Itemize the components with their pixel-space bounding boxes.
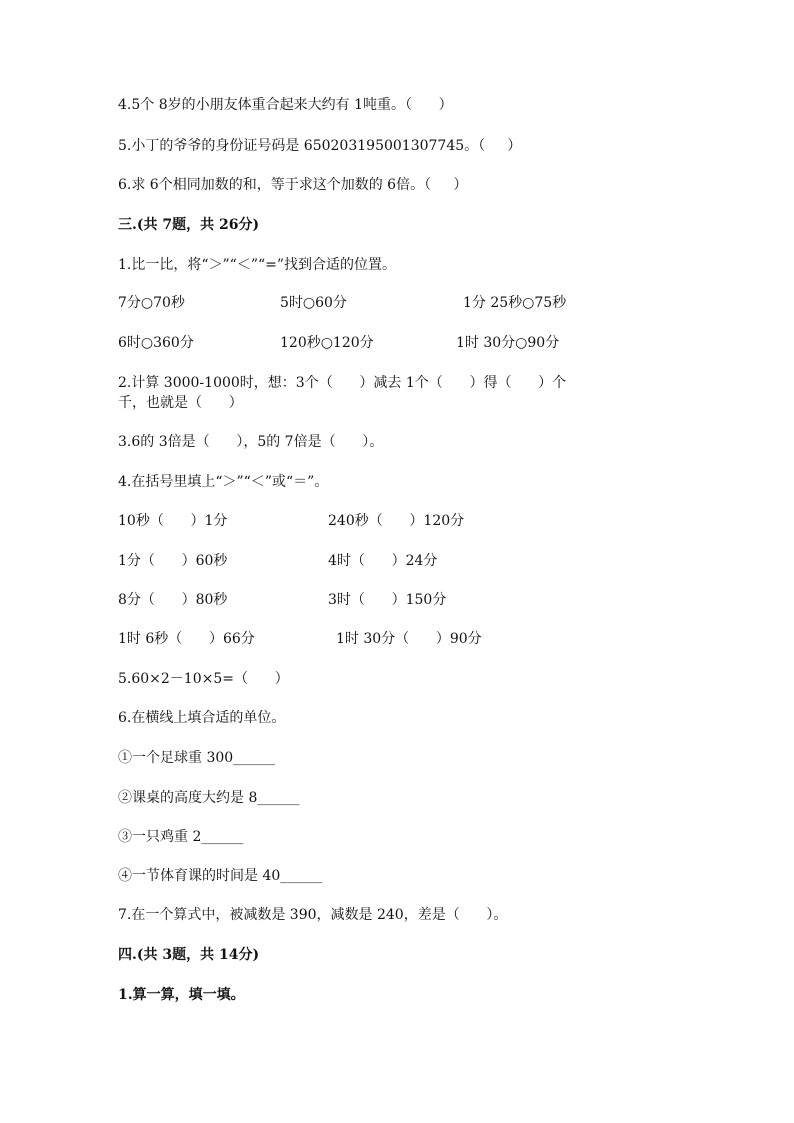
s4-question-1: 1.算一算，填一填。 — [118, 987, 245, 1003]
compare-cell: 5时○60分 — [280, 295, 347, 311]
question-4: 4.5个 8岁的小朋友体重合起来大约有 1吨重。（ ） — [118, 97, 453, 113]
s3-question-7: 7.在一个算式中，被减数是 390，减数是 240，差是（ ）。 — [118, 907, 508, 923]
fill-cell: 1分（ ）60秒 — [118, 553, 228, 569]
fill-cell: 240秒（ ）120分 — [328, 513, 465, 529]
compare-cell: 6时○360分 — [118, 335, 194, 351]
compare-cell: 120秒○120分 — [280, 335, 374, 351]
s3-question-1: 1.比一比，将“＞”“＜”“=”找到合适的位置。 — [118, 257, 397, 273]
s3-question-6-item-4: ④一节体育课的时间是 40______ — [118, 868, 323, 884]
compare-cell: 1时 30分○90分 — [456, 335, 560, 351]
s3-question-2-line1: 2.计算 3000-1000时，想：3个（ ）减去 1个（ ）得（ ）个 — [118, 375, 567, 391]
s3-question-3: 3.6的 3倍是（ ），5的 7倍是（ ）。 — [118, 434, 384, 450]
s3-question-5: 5.60×2－10×5=（ ） — [118, 671, 289, 687]
section-4-heading: 四.(共 3题，共 14分) — [118, 947, 260, 963]
compare-cell: 1分 25秒○75秒 — [463, 295, 567, 311]
fill-cell: 8分（ ）80秒 — [118, 592, 228, 608]
question-6: 6.求 6个相同加数的和，等于求这个加数的 6倍。（ ） — [118, 177, 468, 193]
s3-question-6-item-1: ①一个足球重 300______ — [118, 750, 276, 766]
s3-question-6: 6.在横线上填合适的单位。 — [118, 710, 286, 726]
s3-question-6-item-3: ③一只鸡重 2______ — [118, 829, 244, 845]
s3-question-4: 4.在括号里填上“＞”“＜”或“＝”。 — [118, 474, 329, 490]
fill-cell: 1时 30分（ ）90分 — [336, 631, 482, 647]
fill-cell: 1时 6秒（ ）66分 — [118, 631, 255, 647]
section-3-heading: 三.(共 7题，共 26分) — [118, 217, 260, 233]
fill-cell: 3时（ ）150分 — [328, 592, 447, 608]
question-5: 5.小丁的爷爷的身份证号码是 650203195001307745。（ ） — [118, 138, 522, 154]
s3-question-2-line2: 千，也就是（ ） — [118, 395, 243, 411]
s3-question-6-item-2: ②课桌的高度大约是 8______ — [118, 790, 300, 806]
fill-cell: 4时（ ）24分 — [328, 553, 438, 569]
fill-cell: 10秒（ ）1分 — [118, 513, 228, 529]
compare-cell: 7分○70秒 — [118, 295, 185, 311]
